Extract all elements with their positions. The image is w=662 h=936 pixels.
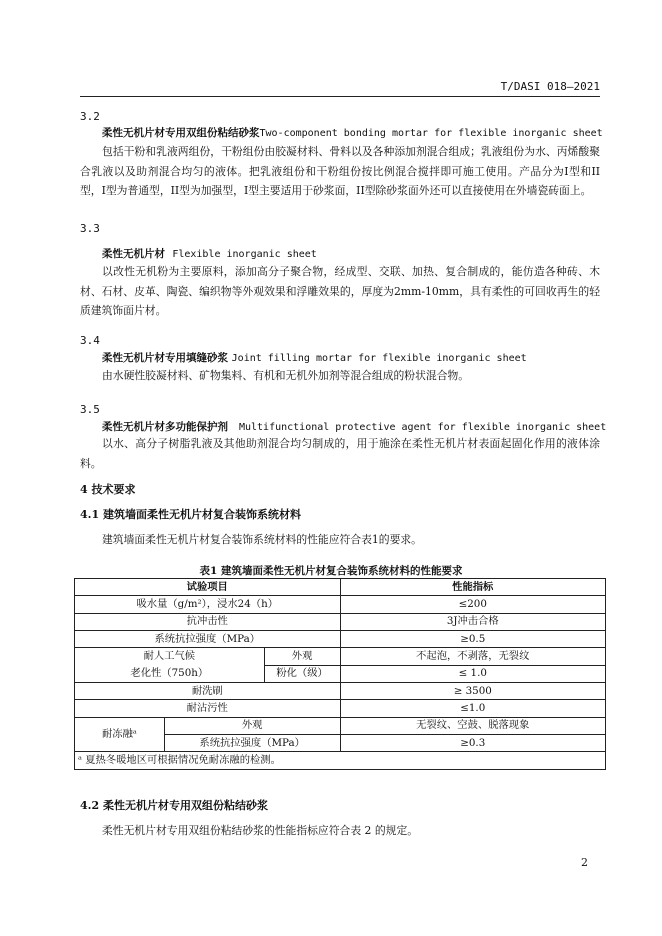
page-number: 2	[581, 856, 588, 869]
term-title-en: Joint filling mortar for flexible inorganic sheet	[231, 353, 527, 364]
table-row	[75, 683, 606, 700]
table-header-row	[75, 579, 606, 596]
term-definition: 由水硬性胶凝材料、矿物集料、有机和无机外加剂等混合组成的粉状混合物。	[102, 369, 470, 382]
table-cell-group: 耐冻融ᵃ	[75, 717, 165, 752]
table-note-row	[75, 752, 606, 769]
term-number: 3.5	[80, 403, 100, 416]
term-number: 3.2	[80, 110, 100, 123]
table-head-value: 性能指标	[340, 579, 605, 596]
group-label-line2: 老化性（750h）	[130, 667, 209, 680]
term-title-en: Multifunctional protective agent for flexible inorganic sheet	[238, 422, 607, 433]
table-cell-value: ≤200	[340, 596, 605, 613]
table-cell-value: ≥ 3500	[340, 683, 605, 700]
term-number: 3.4	[80, 334, 100, 347]
table-cell-value: ≥0.3	[340, 735, 605, 752]
table-cell-value: ≤ 1.0	[340, 665, 605, 683]
table-cell-item: 系统抗拉强度（MPa）	[75, 630, 341, 647]
table-caption: 表1 建筑墙面柔性无机片材复合装饰系统材料的性能要求	[199, 565, 463, 577]
table-row	[75, 596, 606, 613]
table-row	[75, 648, 606, 666]
section-body: 柔性无机片材专用双组份粘结砂浆的性能指标应符合表 2 的规定。	[102, 824, 419, 837]
table-cell-value: ≥0.5	[340, 630, 605, 647]
table-cell-item: 吸水量（g/m²），浸水24（h）	[75, 596, 341, 613]
table-cell-subitem: 粉化（级）	[264, 665, 340, 683]
term-title-en: Flexible inorganic sheet	[172, 249, 317, 260]
table-cell-value: 不起泡，不剥落，无裂纹	[340, 648, 605, 666]
header-rule	[80, 96, 600, 97]
term-definition: 包括干粉和乳液两组份，干粉组份由胶凝材料、骨料以及各种添加剂混合组成；乳液组份为水、丙烯酸聚合乳液以及助剂混合均匀的液体。把乳液组份和干粉组份按比例混合搅拌即可施工使用。产品分为I型和II型，I型为普通型，II型为加强型，I型主要适用于砂浆面，II型除砂浆面外还可以直接使用在外墙瓷砖面上。	[80, 145, 600, 197]
table-cell-value: ≤1.0	[340, 700, 605, 717]
section-heading: 4.1 建筑墙面柔性无机片材复合装饰系统材料	[80, 508, 301, 521]
term-title-cn: 柔性无机片材专用填缝砂浆	[102, 352, 228, 364]
table-cell-value: 3J冲击合格	[340, 613, 605, 630]
table-cell-item: 抗冲击性	[75, 613, 341, 630]
term-title-cn: 柔性无机片材	[102, 248, 165, 260]
table-head-item: 试验项目	[75, 579, 341, 596]
table-row	[75, 700, 606, 717]
table-row	[75, 613, 606, 630]
table-row	[75, 717, 606, 734]
term-number: 3.3	[80, 222, 100, 235]
term-title-cn: 柔性无机片材多功能保护剂	[102, 421, 228, 433]
term-title	[102, 246, 317, 261]
table-cell-group	[75, 648, 265, 683]
term-definition: 以水、高分子树脂乳液及其他助剂混合均匀制成的，用于施涂在柔性无机片材表面起固化作用的液体涂料。	[80, 437, 600, 470]
document-code: T/DASI 018—2021	[500, 80, 600, 93]
term-title	[102, 350, 527, 365]
table-cell-value: 无裂纹、空鼓、脱落现象	[340, 717, 605, 734]
table-cell-subitem: 外观	[164, 717, 340, 734]
section-heading: 4.2 柔性无机片材专用双组份粘结砂浆	[80, 799, 268, 812]
group-label-line1: 耐人工气候	[143, 650, 196, 663]
table-cell-item: 耐洗刷	[75, 683, 341, 700]
term-title-en: Two-component bonding mortar for flexible inorganic sheet	[259, 128, 603, 139]
term-title	[102, 125, 603, 140]
table-cell-subitem: 外观	[264, 648, 340, 666]
performance-table	[74, 578, 606, 770]
term-title-cn: 柔性无机片材专用双组份粘结砂浆	[102, 127, 260, 139]
table-cell-item: 耐沾污性	[75, 700, 341, 717]
section-body: 建筑墙面柔性无机片材复合装饰系统材料的性能应符合表1的要求。	[102, 533, 422, 546]
term-title	[102, 419, 606, 434]
table-footnote: ᵃ 夏热冬暖地区可根据情况免耐冻融的检测。	[75, 752, 606, 769]
table-row	[75, 630, 606, 647]
table-cell-subitem: 系统抗拉强度（MPa）	[164, 735, 340, 752]
section-heading: 4 技术要求	[80, 483, 136, 496]
term-definition: 以改性无机粉为主要原料，添加高分子聚合物，经成型、交联、加热、复合制成的，能仿造各种砖、木材、石材、皮革、陶瓷、编织物等外观效果和浮雕效果的，厚度为2mm-10mm，具有柔性的可回收再生的轻质建筑饰面片材。	[80, 265, 600, 317]
